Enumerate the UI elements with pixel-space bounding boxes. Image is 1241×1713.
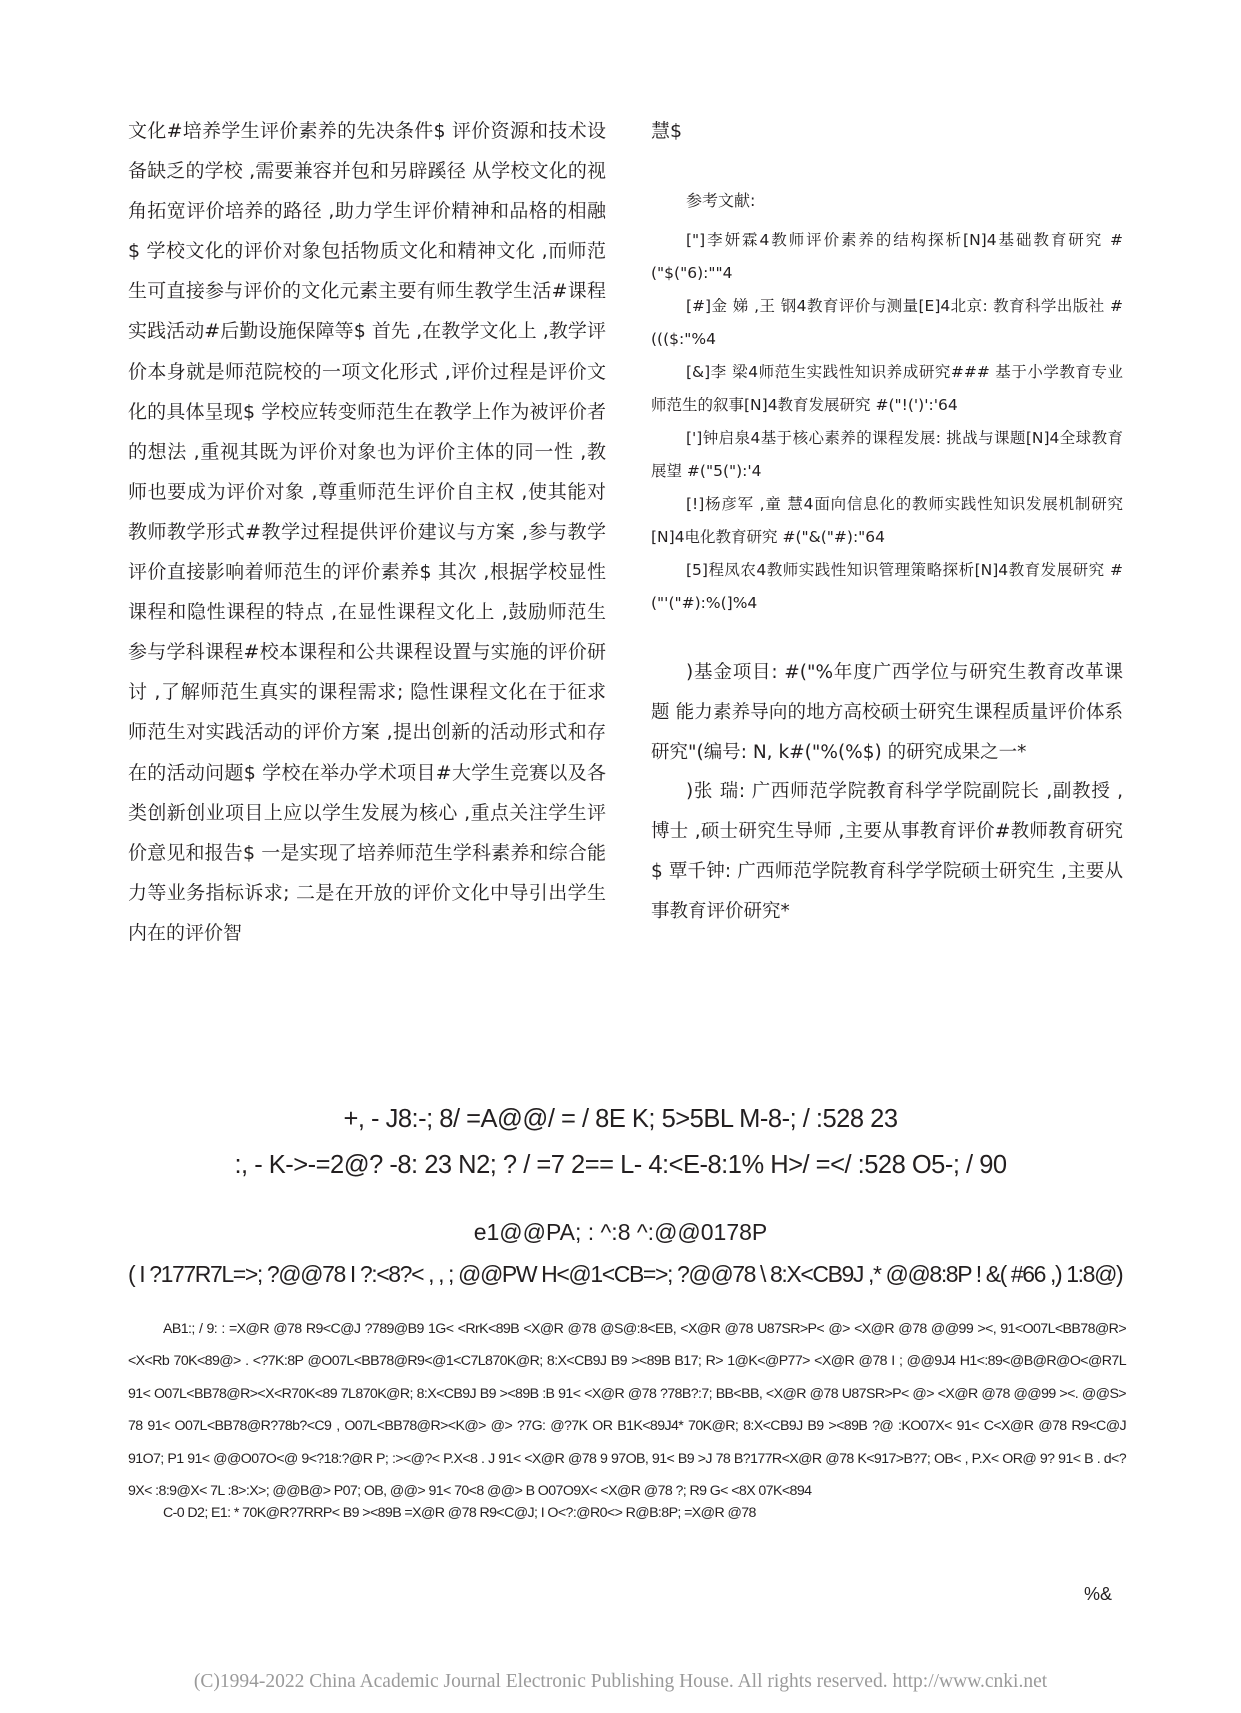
references-heading: 参考文献: bbox=[686, 191, 756, 210]
right-body-column bbox=[651, 111, 1123, 932]
reference-item: [5]程凤农4教师实践性知识管理策略探析[N]4教育发展研究 #("'("#):%(]%4 bbox=[651, 561, 1123, 612]
left-body-column bbox=[128, 111, 606, 953]
footnotes bbox=[651, 653, 1123, 932]
body-paragraph-end: 慧$ bbox=[651, 120, 683, 142]
english-abstract: AB1:; / 9: : =X@R @78 R9<C@J ?789@B9 1G< <RrK<89B <X@R @78 @S@:8<EB, <X@R @78 U87SR>P< @> <X@R @78 @@99 ><, 91<O07L<BB78@R><X<Rb 70K<89@> . <?7K:8P @O07L<BB78@R9<@1<C7L870K@R; 8:X<CB9J B9 ><89B B17; R> 1@K<@P77> <X@R @78 I ; @@9J4 H1<:89<@B@R@O<@R7L 91< O07L<BB78@R><X<R70K<89 7L870K@R; 8:X<CB9J B9 ><89B :B 91< <X@R @78 ?78B?:7; BB<BB, <X@R @78 U87SR>P< @> <X@R @78 @@99 ><. @@S> 78 91< O07L<BB78@R?78b?<C9 , O07L<BB78@R><K@> @> ?7G: @?7K OR B1K<89J4* 70K@R; 8:X<CB9J B9 ><89B ?@ :KO07X< 91< C<X@R @78 R9<C@J 91O7; P1 91< @@O07O<@ 9<?18:?@R P; :><@?< P.X<8 . J 91< <X@R @78 9 97OB, 91< B9 >J 78 B?177R<X@R @78 K<917>B?7; OB< , P.X< OR@ 9? 91< B . d<?9X< :8:9@X< 7L :8>:X>; @@B@> P07; OB, @@> 91< 70<8 @@> B O07O9X< <X@R @78 ?; R9 G< <8X 07K<894 bbox=[128, 1321, 1126, 1500]
author-note: )张 瑞: 广西师范学院教育科学学院副院长 ,副教授 ,博士 ,硕士研究生导师 ,主要从事教育评价#教师教育研究$ 覃千钟: 广西师范学院教育科学学院硕士研究生 ,主要从事教育评价研究* bbox=[651, 781, 1123, 922]
english-authors: e1@@PA; : ^:8 ^:@@0178P bbox=[473, 1219, 768, 1245]
english-keywords: C-0 D2; E1: * 70K@R?7RRP< B9 ><89B =X@R @78 R9<C@J; I O<?:@R0<> R@B:8P; =X@R @78 bbox=[163, 1505, 756, 1521]
page-number: %& bbox=[1084, 1584, 1113, 1604]
reference-item: [#]金 娣 ,王 钢4教育评价与测量[E]4北京: 教育科学出版社 #((($:"%4 bbox=[651, 297, 1123, 348]
funding-note: )基金项目: #("%年度广西学位与研究生教育改革课题 能力素养导向的地方高校硕士研究生课程质量评价体系研究"(编号: N, k#("%(%$) 的研究成果之一* bbox=[651, 662, 1123, 763]
reference-item: [&]李 梁4师范生实践性知识养成研究### 基于小学教育专业师范生的叙事[N]4教育发展研究 #("!(')':'64 bbox=[651, 363, 1123, 414]
body-paragraph: 文化#培养学生评价素养的先决条件$ 评价资源和技术设备缺乏的学校 ,需要兼容并包和另辟蹊径 从学校文化的视角拓宽评价培养的路径 ,助力学生评价精神和品格的相融$ 学校文化的评价对象包括物质文化和精神文化 ,而师范生可直接参与评价的文化元素主要有师生教学生活#课程实践活动#后勤设施保障等$ 首先 ,在教学文化上 ,教学评价本身就是师范院校的一项文化形式 ,评价过程是评价文化的具体呈现$ 学校应转变师范生在教学上作为被评价者的想法 ,重视其既为评价对象也为评价主体的同一性 ,教师也要成为评价对象 ,尊重师范生评价自主权 ,使其能对教师教学形式#教学过程提供评价建议与方案 ,参与教学评价直接影响着师范生的评价素养$ 其次 ,根据学校显性课程和隐性课程的特点 ,在显性课程文化上 ,鼓励师范生参与学科课程#校本课程和公共课程设置与实施的评价研讨 ,了解师范生真实的课程需求; 隐性课程文化在于征求师范生对实践活动的评价方案 ,提出创新的活动形式和存在的活动问题$ 学校在举办学术项目#大学生竞赛以及各类创新创业项目上应以学生发展为核心 ,重点关注学生评价意见和报告$ 一是实现了培养师范生学科素养和综合能力等业务指标诉求; 二是在开放的评价文化中导引出学生内在的评价智 bbox=[128, 120, 606, 944]
english-title-line-1: +, - J8:-; 8/ =A@@/ = / 8E K; 5>5BL M-8-; / :528 23 bbox=[343, 1105, 898, 1133]
reference-item: [']钟启泉4基于核心素养的课程发展: 挑战与课题[N]4全球教育展望 #("5("):'4 bbox=[651, 429, 1123, 480]
copyright-footer: (C)1994-2022 China Academic Journal Electronic Publishing House. All rights reserved. http://www.cnki.net bbox=[193, 1671, 1048, 1692]
references-list bbox=[651, 224, 1123, 620]
english-title-line-2: :, - K->-=2@? -8: 23 N2; ? / =7 2== L- 4:<E-8:1% H>/ =</ :528 O5-; / 90 bbox=[234, 1151, 1007, 1179]
reference-item: [!]杨彦军 ,童 慧4面向信息化的教师实践性知识发展机制研究[N]4电化教育研究 #("&("#):"64 bbox=[651, 495, 1123, 546]
reference-item: ["]李妍霖4教师评价素养的结构探析[N]4基础教育研究 #("$("6):""4 bbox=[651, 231, 1123, 282]
english-affiliation: ( I ?177R7L=>; ?@@78 I ?:<8?< , , ; @@PW H<@1<CB=>; ?@@78 \ 8:X<CB9J ,* @@8:8P ! &( #66 ,) 1:8@) bbox=[128, 1261, 1123, 1287]
